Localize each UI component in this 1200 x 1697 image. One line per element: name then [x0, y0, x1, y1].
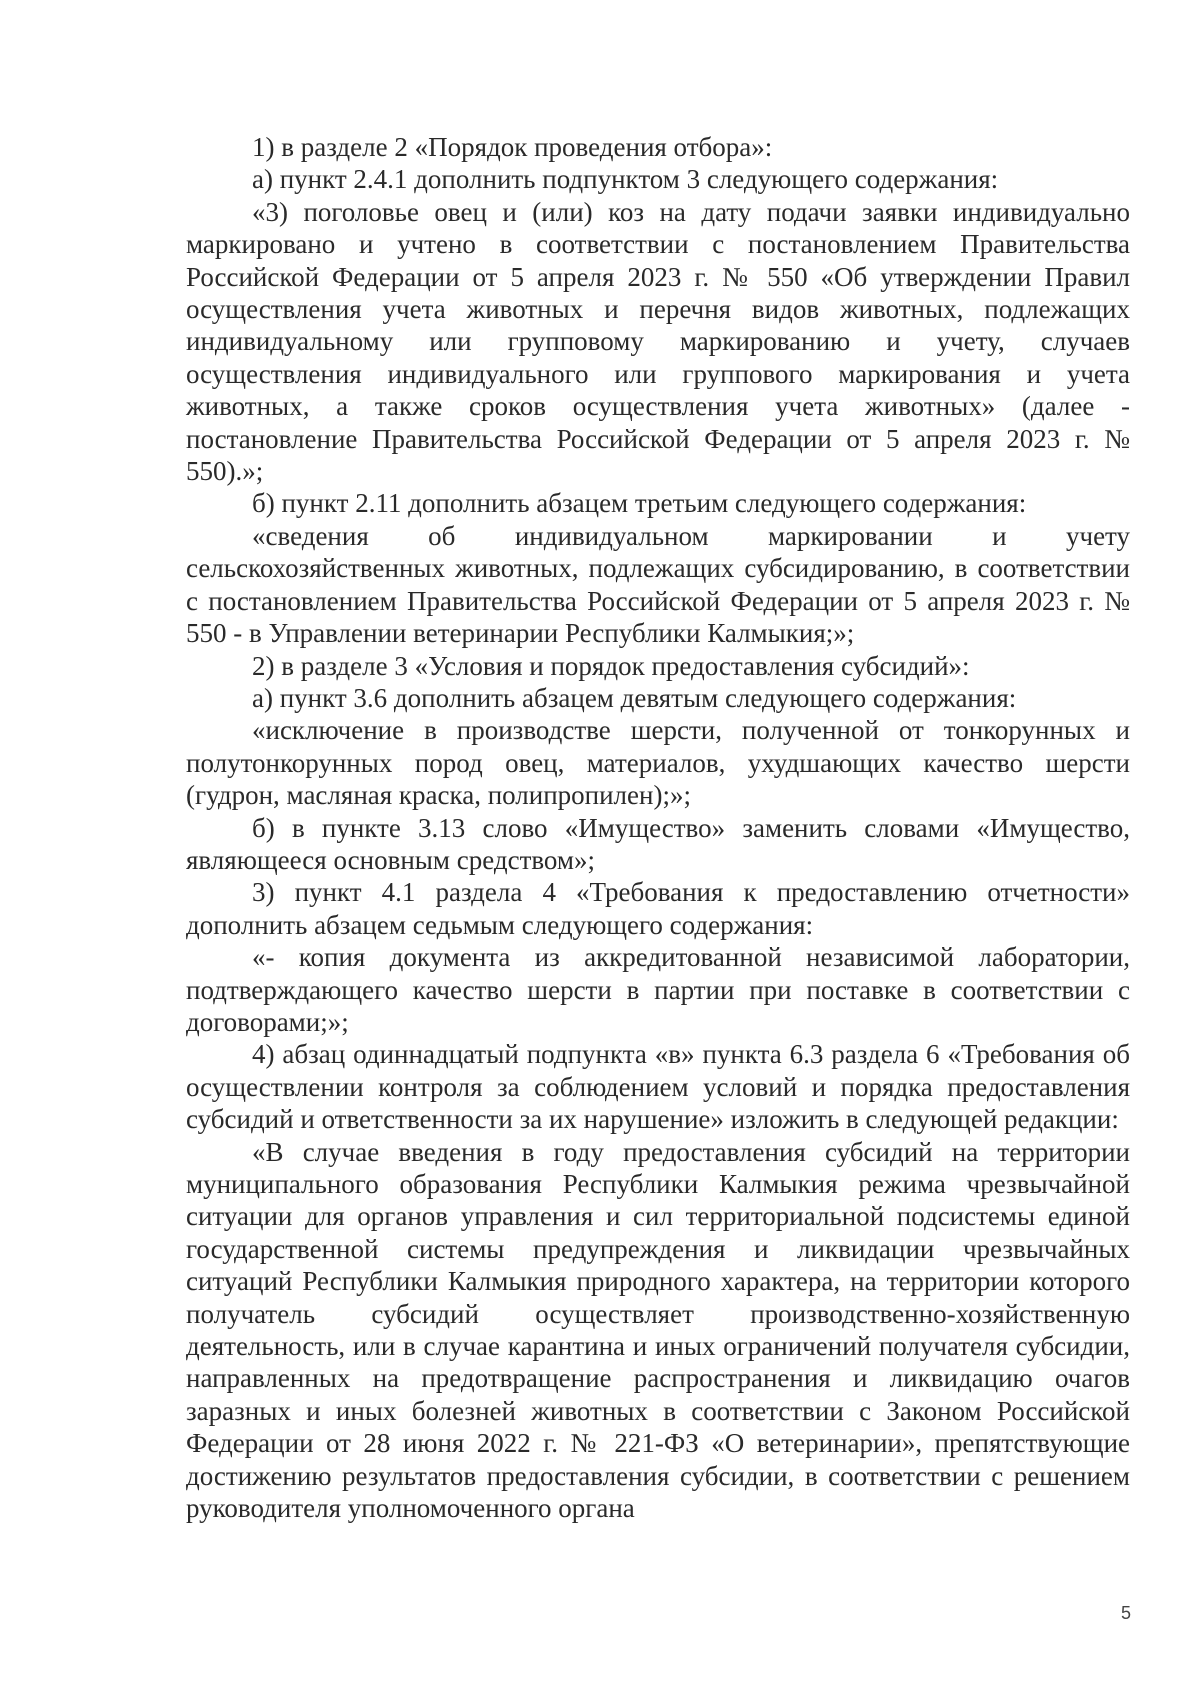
paragraph-11: «- копия документа из аккредитованной независимой лаборатории, подтверждающего качество шерсти в партии при поставке в соответствии с договорами;»; [186, 942, 1130, 1037]
paragraph-5: «сведения об индивидуальном маркировании и учету сельскохозяйственных животных, подлежащих субсидированию, в соответствии с постановлением Правительства Российской Федерации от 5 апреля 2023 г. № 550 - в Управлении ветеринарии Республики Калмыкия;»; [186, 520, 1130, 649]
paragraph-3: «3) поголовье овец и (или) коз на дату подачи заявки индивидуально маркировано и учтено в соответствии с постановлением Правительства Российской Федерации от 5 апреля 2023 г. № 550 «Об утверждении Правил осуществления учета животных и перечня видов животных, подлежащих индивидуальному или групповому маркированию и учету, случаев осуществления индивидуального или группового маркирования и учета животных, а также сроков осуществления учета животных» (далее - постановление Правительства Российской Федерации от 5 апреля 2023 г. № 550).»; [186, 196, 1130, 487]
paragraph-2: а) пункт 2.4.1 дополнить подпунктом 3 следующего содержания: [252, 164, 999, 195]
paragraph-1: 1) в разделе 2 «Порядок проведения отбора»: [252, 132, 773, 162]
paragraph-8: «исключение в производстве шерсти, полученной от тонкорунных и полутонкорунных пород овец, материалов, ухудшающих качество шерсти (гудрон, масляная краска, полипропилен);»; [186, 715, 1130, 811]
document-body [186, 131, 1130, 1524]
paragraph-7: а) пункт 3.6 дополнить абзацем девятым следующего содержания: [252, 682, 1017, 713]
page-number: 5 [1121, 1603, 1132, 1623]
paragraph-6: 2) в разделе 3 «Условия и порядок предоставления субсидий»: [252, 650, 970, 681]
paragraph-13: «В случае введения в году предоставления субсидий на территории муниципального образования Республики Калмыкия режима чрезвычайной ситуации для органов управления и сил территориальной подсистемы единой государственной системы предупреждения и ликвидации чрезвычайных ситуаций Республики Калмыкия природного характера, на территории которого получатель субсидий осуществляет производственно-хозяйственную деятельность, или в случае карантина и иных ограничений получателя субсидии, направленных на предотвращение распространения и ликвидацию очагов заразных и иных болезней животных в соответствии с Законом Российской Федерации от 28 июня 2022 г. № 221-ФЗ «О ветеринарии», препятствующие достижению результатов предоставления субсидии, в соответствии с решением руководителя уполномоченного органа [186, 1136, 1130, 1524]
paragraph-4: б) пункт 2.11 дополнить абзацем третьим следующего содержания: [252, 488, 1027, 519]
paragraph-10: 3) пункт 4.1 раздела 4 «Требования к предоставлению отчетности» дополнить абзацем седьмым следующего содержания: [186, 877, 1130, 940]
paragraph-12: 4) абзац одиннадцатый подпункта «в» пункта 6.3 раздела 6 «Требования об осуществлении контроля за соблюдением условий и порядка предоставления субсидий и ответственности за их нарушение» изложить в следующей редакции: [186, 1039, 1130, 1135]
paragraph-9: б) в пункте 3.13 слово «Имущество» заменить словами «Имущество, являющееся основным средством»; [186, 812, 1130, 875]
